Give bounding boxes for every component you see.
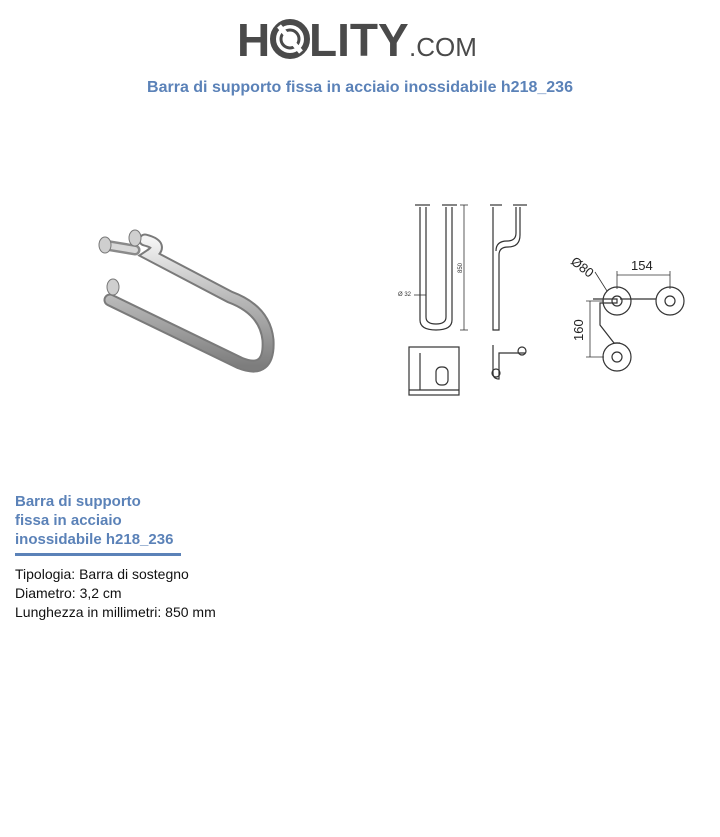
logo-letter-h: H [237,14,271,66]
spec-length: Lunghezza in millimetri: 850 mm [15,604,216,620]
dim-plate-diameter: Ø80 [568,253,597,281]
product-title-line: fissa in acciaio [15,512,122,529]
page-subtitle: Barra di supporto fissa in acciaio inossidabile h218_236 [147,79,573,96]
product-title [15,492,195,549]
product-title-line: Barra di supporto [15,493,141,510]
product-title-line: inossidabile h218_236 [15,531,174,548]
dim-width: 154 [631,258,653,273]
spec-list [15,565,216,622]
spec-diameter: Diametro: 3,2 cm [15,585,122,601]
brand-logo[interactable] [0,10,720,71]
technical-drawing [390,195,700,410]
logo-letters-lity: LITY [309,14,409,66]
dim-height: 850 [458,262,464,273]
logo-com: .COM [409,32,477,62]
product-photo [80,215,280,380]
spec-type: Tipologia: Barra di sostegno [15,566,189,582]
dim-pipe-diameter: Ø 32 [398,292,412,298]
dim-depth: 160 [571,319,586,341]
title-underline [15,553,181,556]
logo-o-icon [273,22,307,56]
